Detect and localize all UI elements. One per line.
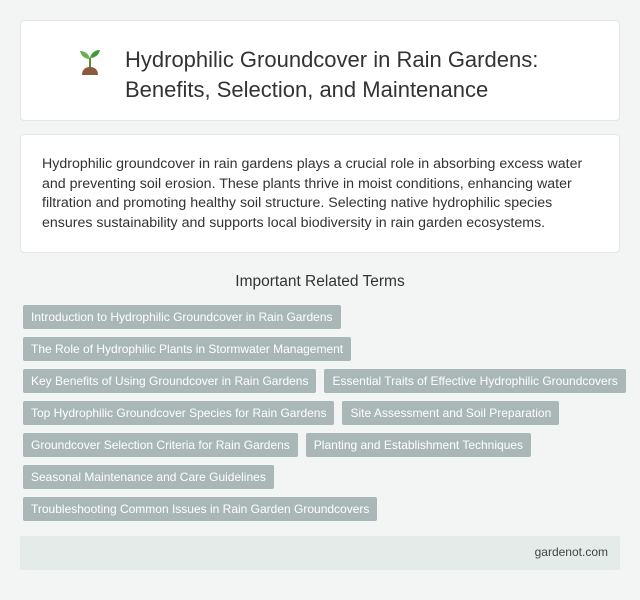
- sprout-icon: [77, 47, 103, 77]
- page-title: Hydrophilic Groundcover in Rain Gardens: Benefits, Selection, and Maintenance: [125, 47, 539, 102]
- related-term-tag[interactable]: The Role of Hydrophilic Plants in Stormwater Management: [23, 337, 351, 361]
- related-terms-list: [23, 305, 623, 529]
- description-text: Hydrophilic groundcover in rain gardens plays a crucial role in absorbing excess water and preventing soil erosion. These plants thrive in moist conditions, enhancing water filtration and promoting healthy soil structure. Selecting native hydrophilic species ensures sustainability and supports local biodiversity in rain garden ecosystems.: [42, 156, 583, 231]
- related-term-tag[interactable]: Top Hydrophilic Groundcover Species for Rain Gardens: [23, 401, 334, 425]
- header: [77, 45, 595, 105]
- related-term-tag[interactable]: Site Assessment and Soil Preparation: [342, 401, 559, 425]
- related-term-tag[interactable]: Troubleshooting Common Issues in Rain Garden Groundcovers: [23, 497, 377, 521]
- header-card: [20, 20, 620, 121]
- footer-site-link[interactable]: gardenot.com: [534, 545, 608, 559]
- footer: [20, 536, 620, 570]
- related-term-tag[interactable]: Seasonal Maintenance and Care Guidelines: [23, 465, 274, 489]
- related-term-tag[interactable]: Groundcover Selection Criteria for Rain Gardens: [23, 433, 298, 457]
- related-terms-title: Important Related Terms: [235, 273, 405, 290]
- related-term-tag[interactable]: Planting and Establishment Techniques: [306, 433, 531, 457]
- related-term-tag[interactable]: Essential Traits of Effective Hydrophilic Groundcovers: [324, 369, 625, 393]
- related-term-tag[interactable]: Introduction to Hydrophilic Groundcover in Rain Gardens: [23, 305, 341, 329]
- related-term-tag[interactable]: Key Benefits of Using Groundcover in Rain Gardens: [23, 369, 316, 393]
- description-card: [20, 134, 620, 253]
